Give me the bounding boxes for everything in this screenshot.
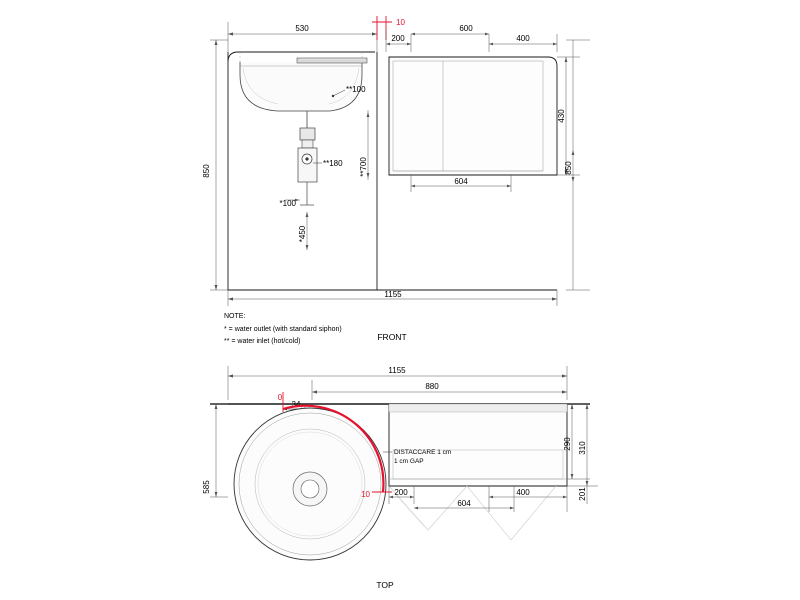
dim-880-label: 880 — [425, 382, 439, 391]
front-dim-450 — [298, 212, 308, 250]
dim-10-red-label: 10 — [396, 18, 405, 27]
tag-100-bottom-label: *100 — [279, 199, 296, 208]
dim-850-left-label: 850 — [202, 164, 211, 178]
note-block — [224, 313, 342, 345]
dim-850-right-label: 850 — [564, 161, 573, 175]
dim-430-label: 430 — [557, 109, 566, 123]
front-view-group — [202, 16, 590, 342]
top-dim-bottom — [389, 486, 567, 512]
dim-290-label: 290 — [563, 437, 572, 451]
front-callout-180 — [313, 159, 343, 168]
dim-400-label: 400 — [516, 34, 530, 43]
gap-label-italian: DISTACCARE 1 cm — [394, 449, 452, 456]
front-dim-1155 — [228, 290, 557, 306]
front-siphon-assembly — [298, 111, 317, 205]
dim-600-label: 600 — [459, 24, 473, 33]
dim-400-top-view-label: 400 — [516, 488, 530, 497]
front-dim-100-bottom — [280, 199, 300, 208]
dim-34-label: 34 — [291, 400, 301, 409]
top-view-group — [202, 366, 598, 590]
dim-1155-front-label: 1155 — [384, 290, 402, 299]
front-dim-700 — [359, 110, 369, 180]
front-cabinet-box — [389, 57, 557, 175]
dim-201-label: 201 — [578, 487, 587, 501]
dim-200-top-label: 200 — [391, 34, 405, 43]
front-dim-right-850 — [564, 40, 590, 290]
tag-100-top-label: **100 — [346, 85, 366, 94]
note-line-2: ** = water inlet (hot/cold) — [224, 338, 301, 345]
dim-585-label: 585 — [202, 480, 211, 494]
front-dim-430 — [557, 57, 580, 175]
dim-310-label: 310 — [578, 441, 587, 455]
front-dim-604 — [411, 175, 511, 192]
tag-180-label: **180 — [323, 159, 343, 168]
top-dim-right — [563, 404, 598, 504]
dim-604-front-label: 604 — [454, 177, 468, 186]
front-washbasin — [240, 52, 367, 111]
gap-label-english: 1 cm GAP — [394, 458, 424, 465]
note-heading: NOTE: — [224, 313, 246, 320]
tag-450-label: *450 — [298, 225, 307, 243]
dim-10-top-red-label: 10 — [361, 490, 370, 499]
front-dim-top-left — [228, 18, 377, 52]
dim-530-label: 530 — [295, 24, 309, 33]
top-view-label: TOP — [376, 580, 394, 590]
top-dim-585 — [202, 404, 228, 497]
top-dim-880 — [312, 380, 567, 400]
front-dim-top-right — [386, 24, 557, 52]
note-line-1: * = water outlet (with standard siphon) — [224, 326, 342, 333]
dim-1155-top-label: 1155 — [388, 366, 406, 375]
dim-200-top-view-label: 200 — [394, 488, 408, 497]
front-dim-left-850 — [202, 40, 228, 290]
dim-0-red-label: 0 — [277, 393, 283, 402]
dim-604-top-view-label: 604 — [457, 499, 471, 508]
tag-700-label: **700 — [359, 157, 368, 177]
front-view-label: FRONT — [377, 332, 407, 342]
top-cabinet-rect — [389, 404, 567, 486]
